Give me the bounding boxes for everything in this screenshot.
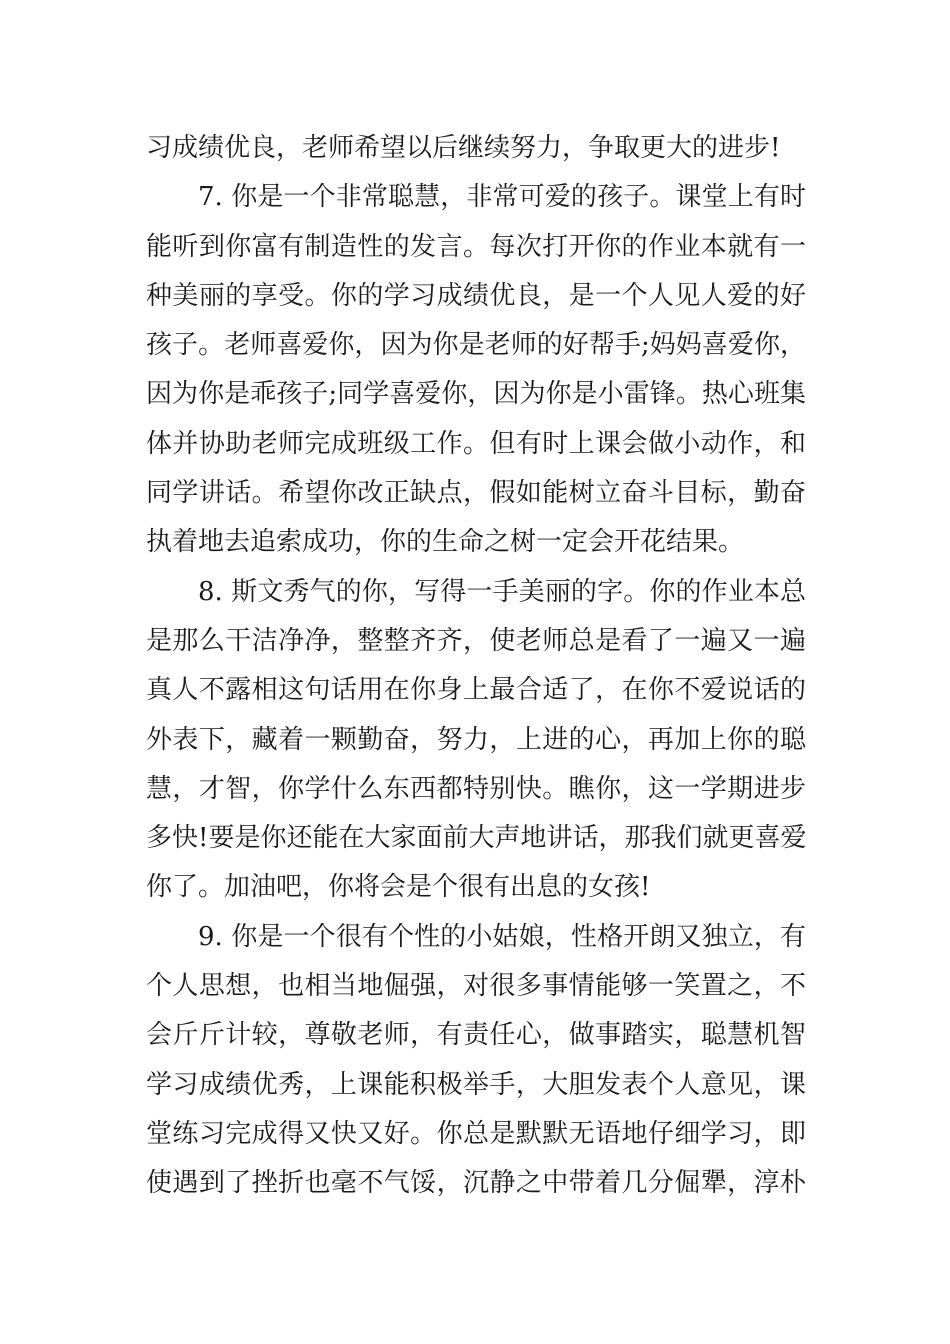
text-line: 外表下，藏着一颗勤奋，努力，上进的心，再加上你的聪: [146, 724, 806, 755]
body-text: [146, 128, 806, 1213]
text-line: 体并协助老师完成班级工作。但有时上课会做小动作，和: [146, 428, 806, 459]
text-line: 9. 你是一个很有个性的小姑娘，性格开朗又独立，有: [198, 921, 806, 952]
text-line: 执着地去追索成功，你的生命之树一定会开花结果。: [146, 527, 745, 558]
text-line: 学习成绩优秀，上课能积极举手，大胆发表个人意见，课: [146, 1069, 806, 1100]
text-line: 是那么干洁净净，整整齐齐，使老师总是看了一遍又一遍: [146, 625, 806, 656]
text-line: 真人不露相这句话用在你身上最合适了，在你不爱说话的: [146, 675, 806, 706]
text-line: 使遇到了挫折也毫不气馁，沉静之中带着几分倔犟，淳朴: [146, 1168, 806, 1199]
text-line: 8. 斯文秀气的你，写得一手美丽的字。你的作业本总: [198, 576, 806, 607]
text-line: 孩子。老师喜爱你，因为你是老师的好帮手;妈妈喜爱你，: [146, 330, 806, 361]
text-line: 7. 你是一个非常聪慧，非常可爱的孩子。课堂上有时: [198, 182, 806, 213]
text-line: 你了。加油吧，你将会是个很有出息的女孩!: [146, 872, 651, 903]
text-line: 堂练习完成得又快又好。你总是默默无语地仔细学习，即: [146, 1118, 806, 1149]
text-line: 因为你是乖孩子;同学喜爱你，因为你是小雷锋。热心班集: [146, 379, 806, 410]
text-line: 能听到你富有制造性的发言。每次打开你的作业本就有一: [146, 231, 806, 262]
text-line: 习成绩优良，老师希望以后继续努力，争取更大的进步!: [146, 133, 781, 163]
text-line: 种美丽的享受。你的学习成绩优良，是一个人见人爱的好: [146, 280, 806, 311]
text-line: 会斤斤计较，尊敬老师，有责任心，做事踏实，聪慧机智: [146, 1020, 806, 1051]
text-line: 慧，才智，你学什么东西都特别快。瞧你，这一学期进步: [146, 773, 806, 804]
text-line: 多快!要是你还能在大家面前大声地讲话，那我们就更喜爱: [146, 823, 806, 854]
text-line: 个人思想，也相当地倔强，对很多事情能够一笑置之，不: [146, 971, 806, 1002]
text-line: 同学讲话。希望你改正缺点，假如能树立奋斗目标，勤奋: [146, 478, 806, 509]
